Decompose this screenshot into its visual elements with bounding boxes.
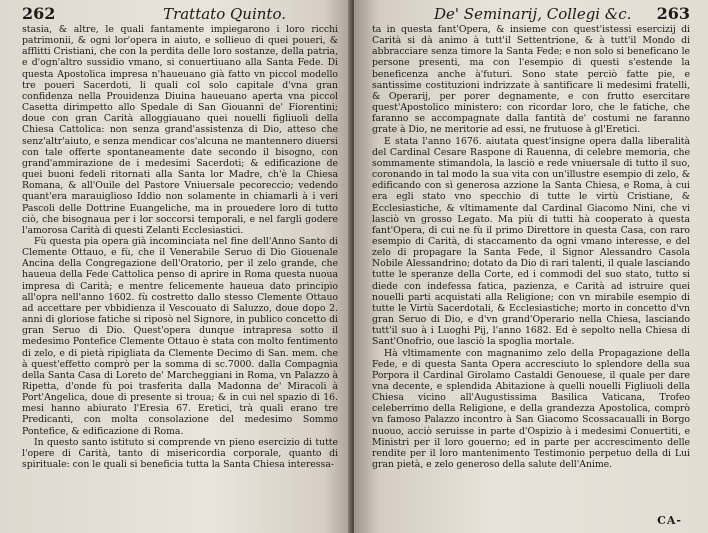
- paragraph: Fù questa pia opera già incominciata nel fine dell'Anno Santo di Clemente Ottauo, e fù, che il Venerabile Seruo di Dio Giouenale Ancina della Congregazione dell'Oratorio, per il zelo grande, che haueua della Fede Cattolica penso di aprire in Roma questa nuoua impresa di Carità; e mentre felicemente haueua dato principio all'opra nell'anno 1602. fù costretto dallo stesso Clemente Ottauo ad accettare per vbbidienza il Vescouato di Saluzzo, doue dopo 2. anni di gloriose fatiche si riposò nel Signore, in publico concetto di gran Seruo di Dio. Quest'opera dunque intrapresa sotto il medesimo Pontefice Clemente Ottauo è stata con molto fentimento di zelo, e di pietà ripigliata da Clemente Decimo di San. mem. che à quest'effetto comprò per la somma di sc.7000. dalla Compagnia della Santa Casa di Loreto de' Marcheggiani in Roma, vn Palazzo à Ripetta, d'onde fù poi trasferita dalla Madonna de' Miracoli à Port'Angelica, doue di presente si troua; & in cui nel spazio di 16. mesi hanno abiurato l'Eresia 67. Eretici, trà quali erano tre Predicanti, con molta consolazione del medesimo Sommo Pontefice, & edificazione di Roma.: [22, 235, 338, 437]
- right-page-body: [372, 24, 690, 470]
- running-head: Trattato Quinto.: [163, 5, 286, 23]
- paragraph: In questo santo istituto si comprende vn pieno esercizio di tutte l'opere di Carità, tanto di misericordia corporale, quanto di spirituale: con le quali si beneficia tutta la Santa Chiesa interessa-: [22, 436, 338, 471]
- page-number: 262: [22, 4, 56, 23]
- left-page-header: [22, 4, 338, 23]
- right-page: [354, 0, 708, 533]
- page-number: 263: [656, 4, 690, 23]
- right-page-header: [372, 4, 690, 23]
- left-page: [0, 0, 352, 533]
- paragraph: E stata l'anno 1676. aiutata quest'insigne opera dalla liberalità del Cardinal Cesare Raspone di Rauenna, di celebre memoria, che sommamente stimandola, la lasciò e rede vniuersale di tutto il suo, coronando in tal modo la sua vita con un'illustre esempio di zelo, & edificando con sì generosa azzione la Santa Chiesa, e Roma, à cui era egli stato vno specchio di tutte le virtù Cristiane, & Ecclesiastiche, & vltimamente dal Cardinal Giacomo Nini, che vi lasciò vn grosso Legato. Ma più di tutti hà cooperato à questa fant'Opera, di cui ne fù il primo Direttore in questa Casa, con raro esempio di Carità, di staccamento da ogni vmano interesse, e del zelo di propagare la Santa Fede, il Signor Alessandro Casola Nobile Alessandrino; dotato da Dio di rari talenti, il quale lasciando tutte le speranze della Corte, ed i commodi del suo stato, tutto si diede con indefessa fatica, pazienza, e Carità ad istruire quei nouelli parti acquistati alla Religione; con vn mirabile esempio di tutte le Virtù Sacerdotali, & Ecclesiastiche; morto in concetto d'vn gran Seruo di Dio, e d'vn grand'Operario nella Chiesa, lasciando tutt'il suo à i Luoghi Pij, l'anno 1682. Ed è sepolto nella Chiesa di Sant'Onofrio, oue lasciò la spoglia mortale.: [372, 135, 690, 348]
- left-page-body: [22, 24, 338, 470]
- paragraph: stasia, & altre, le quali fantamente impiegarono i loro ricchi patrimonii, & ogni lor'opera in aiuto, e sollieuo di quei poueri, & afflitti Cristiani, che con la perdita delle loro sostanze, della patria, e d'ogn'altro sussidio vmano, si conuertiuano alla Santa Fede. Di questa Apostolica impresa n'haueuano già fatto vn piccol modello tre poueri Sacerdoti, li quali col solo capitale d'vna gran confidenza nella Prouidenza Diuina haueuano aperta vna piccol Casetta dirimpetto allo Spedale di San Giouanni de' Fiorentini; doue con gran Carità alloggiauano quei nouelli figliuoli della Chiesa Cattolica: non senza grand'assistenza di Dio, atteso che senz'altr'aiuto, e senza mendicar cos'alcuna ne mantennero diuersi con tale offerte spontaneamente date secondo il bisogno, con grand'ammirazione de i medesimi Sacerdoti; & edificazione de quei buoni fedeli ritornati alla Santa lor Madre, ch'è la Chiesa Romana, & all'Ouile del Pastore Vniuersale pecoreccio; vedendo quant'era marauiglioso Iddio non solamente in chiamarli à i veri Pascoli delle Dottrine Euangeliche, ma in prouedere loro di tutto ciò, che bisognaua per i lor soccorsi temporali, e nel fargli godere l'amorosa Carità di questi Zelanti Ecclesiastici.: [22, 24, 338, 236]
- catchword: CA-: [657, 514, 682, 527]
- running-head: De' Seminarij, Collegi &c.: [434, 5, 632, 23]
- paragraph: ta in questa fant'Opera, & insieme con quest'istessi esercizij di Carità si dà animo à tutt'il Settentrione, & à tutt'il Mondo di abbracciare senza timore la Santa Fede; e non solo si beneficano le persone presenti, ma con l'esempio di questi s'estende la beneficenza anche à'futuri. Sono state perciò fatte pie, e santissime costituzioni indrizzate à santificare li medesimi fratelli, & Operarij, per porer degnamente, e con frutto esercitare quest'Apostolico ministero: con ricordar loro, che le fatiche, che faranno se accompagnate dalla fantità de' costumi ne faranno grate à Dio, ne meritorie ad essi, ne frutuose à gl'Eretici.: [372, 24, 690, 136]
- paragraph: Hà vltimamente con magnanimo zelo della Propagazione della Fede, e di questa Santa Opera accresciuto lo splendore della sua Porpora il Cardinal Girolamo Castaldi Genouese, il quale per dare vna decente, e splendida Abitazione à quelli nouelli Figliuoli della Chiesa vicino all'Augustissima Basilica Vaticana, Trofeo celeberrimo della Religione, e della grandezza Apostolica, comprò vn famoso Palazzo incontro à San Giacomo Scossacaualli in Borgo nuouo, acciò seruisse in parte d'Ospizio à i medesimi Conuertiti, e Ministri per il loro gouerno; ed in parte per accrescimento delle rendite per il loro mantenimento Testimonio perpetuo della di Lui gran pietà, e zelo generoso della salute dell'Anime.: [372, 347, 690, 471]
